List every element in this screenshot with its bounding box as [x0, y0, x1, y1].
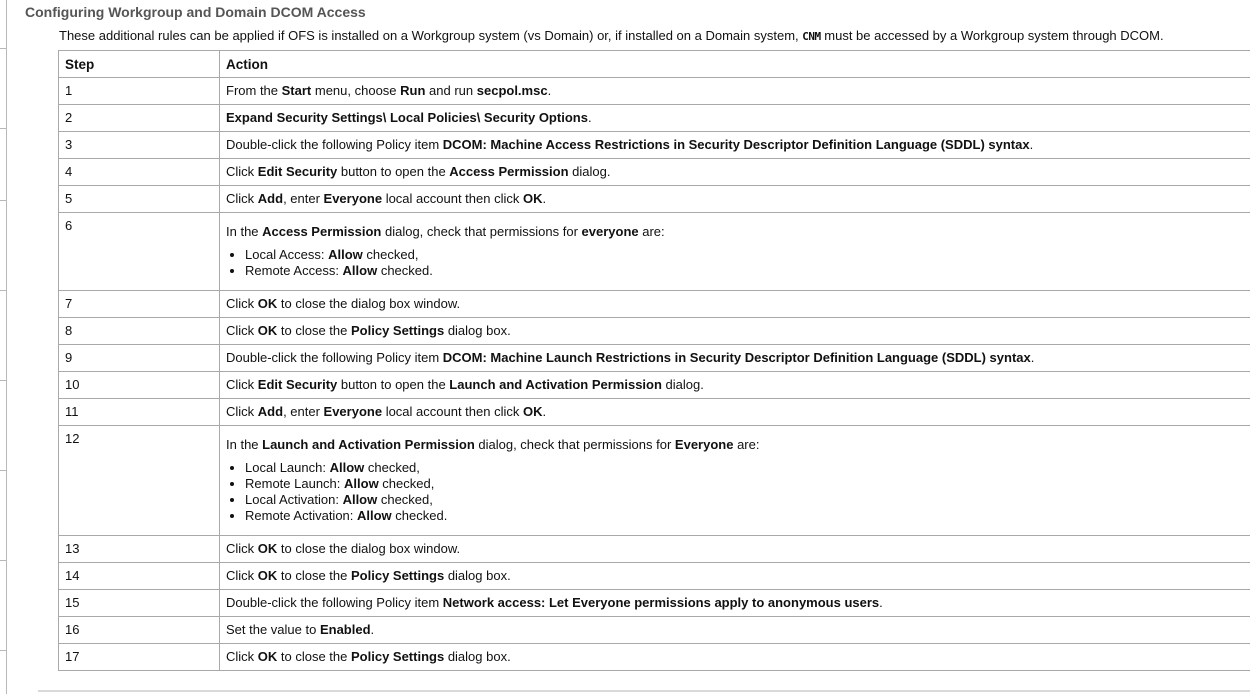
table-row	[59, 372, 1250, 399]
steps-table	[58, 50, 1250, 671]
action-bold-text: secpol.msc	[476, 83, 548, 98]
section-title: Configuring Workgroup and Domain DCOM Access	[25, 4, 366, 20]
action-bold-text: Start	[281, 83, 312, 98]
margin-tick	[0, 380, 6, 381]
permission-list-item	[245, 247, 1244, 263]
table-row	[59, 590, 1250, 617]
action-text: Double-click the following Policy item	[226, 137, 443, 152]
action-bold-text: OK	[257, 296, 278, 311]
action-text: and run	[425, 83, 477, 98]
action-text: In the	[226, 224, 263, 239]
step-action	[220, 399, 1250, 426]
action-text: Click	[226, 323, 258, 338]
action-text: Local Access:	[245, 247, 329, 262]
action-text: Local Launch:	[245, 460, 330, 475]
action-text: dialog, check that permissions for	[381, 224, 582, 239]
action-bold-text: Allow	[342, 492, 378, 507]
action-text: .	[542, 404, 547, 419]
action-bold-text: Everyone	[674, 437, 734, 452]
step-number: 6	[59, 213, 220, 291]
action-text: to close the	[277, 649, 351, 664]
table-row	[59, 159, 1250, 186]
action-text: to close the	[277, 323, 351, 338]
step-number: 5	[59, 186, 220, 213]
step-action	[220, 213, 1250, 291]
action-text: Click	[226, 404, 258, 419]
action-bold-text: Network access: Let Everyone permissions apply to anonymous users	[442, 595, 880, 610]
permission-list	[226, 460, 1244, 524]
action-bold-text: OK	[257, 323, 278, 338]
margin-tick	[0, 48, 6, 49]
step-action	[220, 345, 1250, 372]
step-action	[220, 644, 1250, 671]
action-bold-text: OK	[257, 568, 278, 583]
action-text: , enter	[283, 191, 324, 206]
action-bold-text: Launch and Activation Permission	[262, 437, 475, 452]
action-bold-text: Allow	[328, 247, 363, 262]
action-text: Double-click the following Policy item	[226, 350, 443, 365]
action-text: local account then click	[382, 404, 523, 419]
step-number: 3	[59, 132, 220, 159]
step-number: 11	[59, 399, 220, 426]
action-text: dialog box.	[444, 323, 511, 338]
action-text: Remote Launch:	[245, 476, 345, 491]
product-name: CNM	[802, 30, 821, 43]
intro-text-end: must be accessed by a Workgroup system through DCOM.	[820, 28, 1164, 43]
table-row	[59, 644, 1250, 671]
action-bold-text: Policy Settings	[351, 323, 445, 338]
table-row	[59, 563, 1250, 590]
step-action	[220, 132, 1250, 159]
left-margin-rule	[6, 0, 7, 694]
step-number: 7	[59, 291, 220, 318]
permission-list-item	[245, 492, 1244, 508]
intro-paragraph	[59, 28, 1164, 43]
action-paragraph	[226, 213, 1244, 240]
table-row	[59, 318, 1250, 345]
action-text: button to open the	[337, 377, 450, 392]
margin-tick	[0, 200, 6, 201]
step-number: 13	[59, 536, 220, 563]
action-text: .	[587, 110, 592, 125]
step-action	[220, 536, 1250, 563]
action-text: .	[1029, 137, 1034, 152]
margin-tick	[0, 650, 6, 651]
action-text: From the	[226, 83, 282, 98]
step-column-header: Step	[59, 51, 220, 78]
table-row	[59, 617, 1250, 644]
action-bold-text: Policy Settings	[351, 649, 445, 664]
action-bold-text: OK	[257, 541, 278, 556]
step-number: 10	[59, 372, 220, 399]
action-text: dialog box.	[444, 568, 511, 583]
action-text: Set the value to	[226, 622, 320, 637]
action-bold-text: Everyone	[323, 191, 383, 206]
action-bold-text: Allow	[344, 476, 379, 491]
action-text: checked.	[377, 263, 433, 278]
table-row	[59, 132, 1250, 159]
step-number: 2	[59, 105, 220, 132]
step-number: 9	[59, 345, 220, 372]
action-text: Click	[226, 191, 258, 206]
step-action	[220, 617, 1250, 644]
action-bold-text: Allow	[357, 508, 392, 523]
action-text: dialog.	[568, 164, 611, 179]
table-header-row	[59, 51, 1250, 78]
action-text: to close the	[277, 568, 351, 583]
table-row	[59, 399, 1250, 426]
step-number: 12	[59, 426, 220, 536]
step-number: 8	[59, 318, 220, 345]
action-text: dialog box.	[444, 649, 511, 664]
action-bold-text: Access Permission	[262, 224, 382, 239]
action-bold-text: Add	[257, 191, 284, 206]
action-bold-text: DCOM: Machine Launch Restrictions in Security Descriptor Definition Language (SDDL) syntax	[442, 350, 1031, 365]
step-action	[220, 563, 1250, 590]
action-bold-text: Edit Security	[257, 377, 338, 392]
action-text: to close the dialog box window.	[277, 296, 461, 311]
permission-list	[226, 247, 1244, 279]
action-text: .	[547, 83, 552, 98]
action-bold-text: OK	[257, 649, 278, 664]
action-text: Click	[226, 649, 258, 664]
action-text: In the	[226, 437, 263, 452]
table-row	[59, 105, 1250, 132]
action-text: to close the dialog box window.	[277, 541, 461, 556]
permission-list-item	[245, 263, 1244, 279]
step-number: 17	[59, 644, 220, 671]
action-bold-text: DCOM: Machine Access Restrictions in Security Descriptor Definition Language (SDDL) syntax	[442, 137, 1030, 152]
step-action	[220, 318, 1250, 345]
action-bold-text: Allow	[342, 263, 378, 278]
action-paragraph	[226, 426, 1244, 453]
action-text: .	[542, 191, 547, 206]
margin-tick	[0, 470, 6, 471]
action-bold-text: Everyone	[323, 404, 383, 419]
table-row	[59, 536, 1250, 563]
action-bold-text: OK	[522, 404, 543, 419]
action-text: checked.	[391, 508, 448, 523]
action-bold-text: Run	[400, 83, 426, 98]
margin-tick	[0, 560, 6, 561]
action-text: .	[1030, 350, 1035, 365]
action-bold-text: OK	[522, 191, 543, 206]
step-number: 4	[59, 159, 220, 186]
action-text: menu, choose	[311, 83, 401, 98]
action-text: Click	[226, 164, 258, 179]
action-text: Click	[226, 296, 258, 311]
step-action	[220, 159, 1250, 186]
action-column-header: Action	[220, 51, 1250, 78]
step-number: 16	[59, 617, 220, 644]
step-action	[220, 426, 1250, 536]
action-text: .	[879, 595, 883, 610]
action-bold-text: Launch and Activation Permission	[449, 377, 662, 392]
step-action	[220, 291, 1250, 318]
table-row	[59, 426, 1250, 536]
table-row	[59, 186, 1250, 213]
action-text: Local Activation:	[245, 492, 343, 507]
action-text: Click	[226, 377, 258, 392]
action-text: checked,	[377, 492, 433, 507]
action-text: Remote Activation:	[245, 508, 357, 523]
action-text: local account then click	[382, 191, 523, 206]
action-text: dialog, check that permissions for	[474, 437, 675, 452]
action-bold-text: everyone	[581, 224, 639, 239]
action-text: Click	[226, 568, 258, 583]
step-action	[220, 590, 1250, 617]
permission-list-item	[245, 508, 1244, 524]
action-bold-text: Policy Settings	[351, 568, 445, 583]
table-row	[59, 78, 1250, 105]
action-text: button to open the	[337, 164, 450, 179]
table-row	[59, 345, 1250, 372]
action-text: checked,	[362, 247, 419, 262]
intro-text-start: These additional rules can be applied if OFS is installed on a Workgroup system (vs Domain) or, if installed on a Domain system,	[59, 28, 803, 43]
action-text: , enter	[283, 404, 324, 419]
action-bold-text: Allow	[329, 460, 365, 475]
table-row	[59, 291, 1250, 318]
permission-list-item	[245, 460, 1244, 476]
table-row	[59, 213, 1250, 291]
action-bold-text: Access Permission	[449, 164, 569, 179]
step-action	[220, 78, 1250, 105]
action-text: .	[370, 622, 375, 637]
step-action	[220, 186, 1250, 213]
action-bold-text: Enabled	[319, 622, 371, 637]
bottom-divider	[38, 690, 1250, 692]
step-action	[220, 105, 1250, 132]
steps-table-body	[59, 78, 1250, 671]
margin-tick	[0, 290, 6, 291]
action-text: Click	[226, 541, 258, 556]
step-number: 15	[59, 590, 220, 617]
action-bold-text: Add	[257, 404, 284, 419]
action-text: checked,	[364, 460, 420, 475]
action-bold-text: Expand Security Settings\ Local Policies\ Security Options	[226, 110, 588, 125]
action-bold-text: Edit Security	[257, 164, 338, 179]
action-text: are:	[638, 224, 665, 239]
margin-tick	[0, 128, 6, 129]
step-number: 1	[59, 78, 220, 105]
action-text: checked,	[378, 476, 435, 491]
permission-list-item	[245, 476, 1244, 492]
step-number: 14	[59, 563, 220, 590]
step-action	[220, 372, 1250, 399]
action-text: are:	[733, 437, 760, 452]
action-text: Double-click the following Policy item	[226, 595, 443, 610]
action-text: Remote Access:	[245, 263, 343, 278]
action-text: dialog.	[661, 377, 704, 392]
